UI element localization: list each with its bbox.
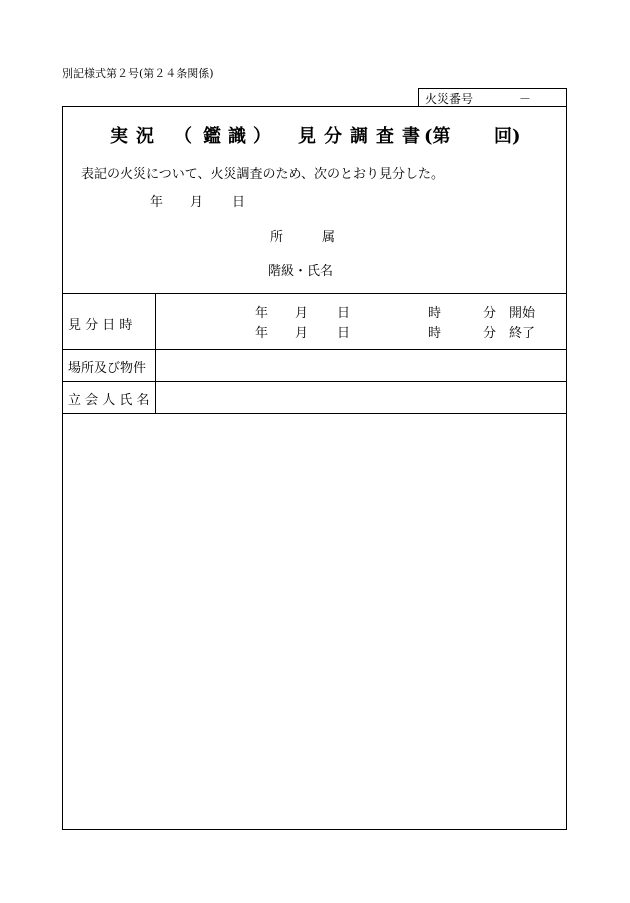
rank-name-label: 階級・氏名: [268, 264, 334, 279]
end-day: 日: [337, 326, 351, 341]
start-year: 年: [255, 306, 269, 321]
inspection-datetime-label: 見 分 日 時: [68, 318, 133, 333]
inspection-content-area[interactable]: [63, 414, 566, 829]
witness-label: 立 会 人 氏 名: [68, 393, 150, 408]
end-minute: 分: [483, 326, 497, 341]
date-year: 年: [150, 195, 164, 210]
end-hour: 時: [428, 326, 442, 341]
statement-text: 表記の火災について、火災調査のため、次のとおり見分した。: [81, 167, 444, 182]
title-char: 況: [136, 126, 154, 147]
date-day: 日: [232, 195, 246, 210]
title-char: 査: [376, 126, 394, 147]
title-char: 回): [494, 126, 521, 147]
title-char: （: [174, 126, 192, 147]
title-char: (第: [424, 126, 451, 147]
affiliation-label: 属: [322, 230, 336, 245]
title-char: 見: [298, 126, 316, 147]
start-month: 月: [295, 306, 309, 321]
end-status: 終了: [509, 326, 536, 341]
fire-number-label: 火災番号: [425, 92, 474, 106]
fire-number-box: [418, 88, 567, 106]
table-divider: [62, 349, 567, 350]
title-char: 書: [402, 126, 420, 147]
form-label: 別記様式第２号(第２４条関係): [62, 67, 214, 80]
end-year: 年: [255, 326, 269, 341]
start-status: 開始: [509, 306, 536, 321]
title-char: 分: [324, 126, 342, 147]
table-divider: [62, 293, 567, 294]
fire-number-dash: －: [519, 92, 532, 106]
title-char: ）: [253, 126, 271, 147]
location-label: 場所及び物件: [68, 361, 147, 376]
title-char: 調: [350, 126, 368, 147]
title-char: 鑑: [203, 126, 221, 147]
affiliation-label: 所: [270, 230, 284, 245]
date-month: 月: [190, 195, 204, 210]
title-char: 実: [110, 126, 128, 147]
title-char: 識: [228, 126, 246, 147]
end-month: 月: [295, 326, 309, 341]
table-column-divider: [155, 293, 156, 413]
start-hour: 時: [428, 306, 442, 321]
table-divider: [62, 381, 567, 382]
start-minute: 分: [483, 306, 497, 321]
start-day: 日: [337, 306, 351, 321]
